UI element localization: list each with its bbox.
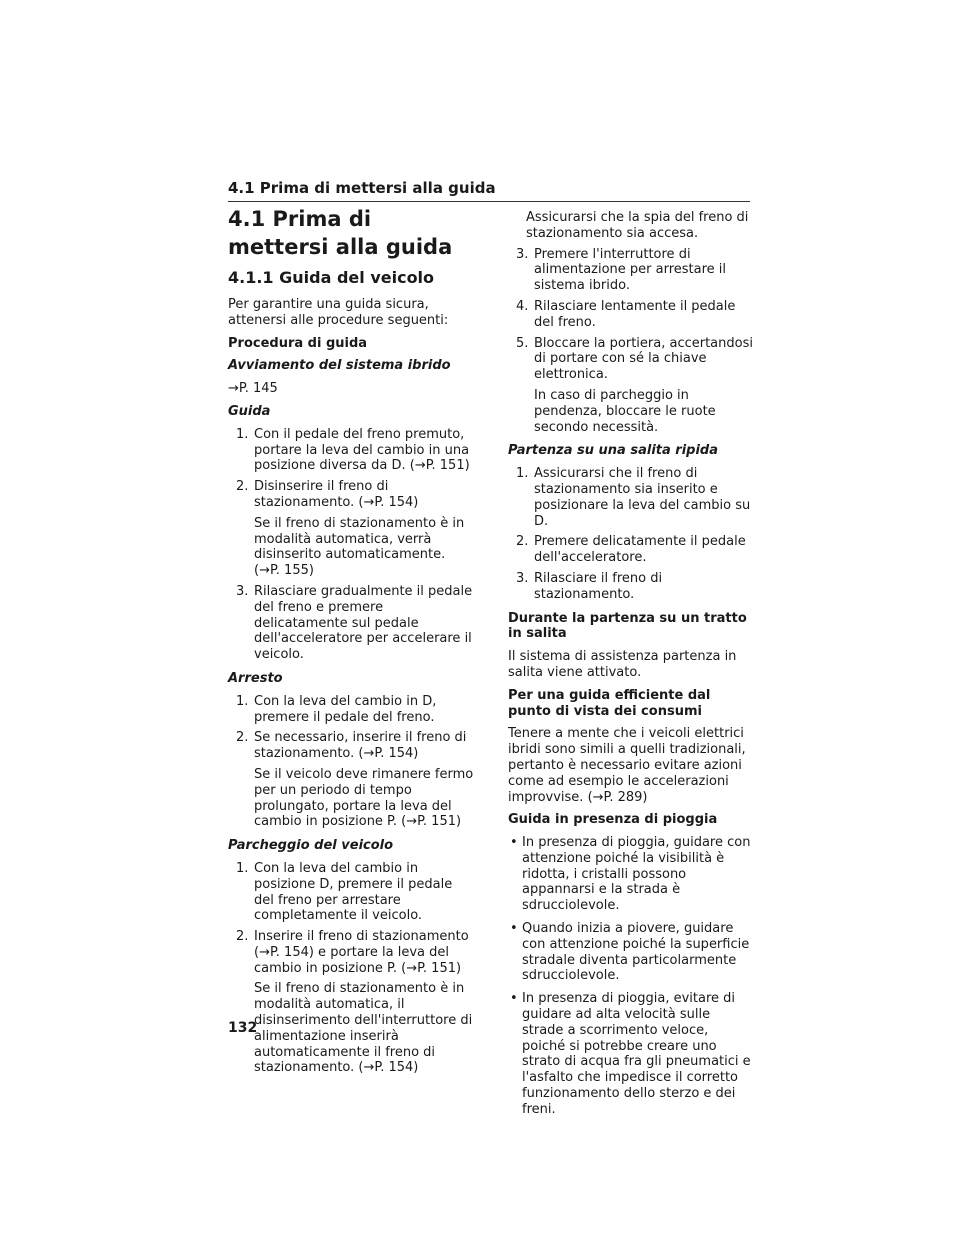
list-item — [236, 861, 475, 924]
item-text: Rilasciare il freno di stazionamento. — [534, 570, 663, 602]
item-number: 2. — [236, 479, 249, 495]
bullet-icon: • — [510, 991, 518, 1007]
bullet-icon: • — [510, 921, 518, 937]
item-note: Se il freno di stazionamento è in modalità automatica, verrà disinserito automaticamente. (→P. 155) — [254, 515, 465, 579]
list-item — [236, 694, 475, 726]
item-text: Se necessario, inserire il freno di stazionamento. (→P. 154) — [254, 730, 467, 762]
list-item — [516, 336, 755, 436]
intro-text: Per garantire una guida sicura, attenersi alle procedure seguenti: — [228, 297, 449, 328]
item-number: 1. — [516, 466, 529, 482]
item-number: 2. — [516, 534, 529, 550]
item-number: 3. — [516, 570, 529, 586]
right-column — [508, 210, 755, 1126]
parcheggio-list — [236, 861, 475, 1076]
item-text: Premere delicatamente il pedale dell'acceleratore. — [534, 534, 746, 566]
list-item — [516, 571, 755, 603]
page-number: 132 — [228, 1020, 258, 1036]
list-item — [508, 835, 755, 914]
item-number: 2. — [236, 730, 249, 746]
list-item — [236, 929, 475, 1076]
item-text: Quando inizia a piovere, guidare con attenzione poiché la superficie stradale diventa particolarmente sdrucciolevole. — [522, 921, 750, 984]
item-note: Se il freno di stazionamento è in modalità automatica, il disinserimento dell'interruttore di alimentazione inserirà automaticamente il freno di stazionamento. (→P. 154) — [254, 981, 473, 1076]
efficiente-heading: Per una guida efficiente dal punto di vista dei consumi — [508, 687, 711, 719]
pioggia-list — [508, 835, 755, 1118]
subsection-title: 4.1.1 Guida del veicolo — [228, 268, 435, 287]
list-item — [516, 466, 755, 529]
arresto-heading: Arresto — [228, 670, 283, 686]
item-text: Premere l'interruttore di alimentazione per arrestare il sistema ibrido. — [534, 246, 727, 294]
start-reference: →P. 145 — [228, 381, 278, 397]
start-heading: Avviamento del sistema ibrido — [228, 358, 451, 374]
list-item — [516, 247, 755, 294]
guida-list — [236, 427, 475, 663]
item-number: 1. — [236, 860, 249, 876]
item-text: Bloccare la portiera, accertandosi di portare con sé la chiave elettronica. — [534, 335, 753, 383]
procedure-heading: Procedura di guida — [228, 335, 368, 351]
salita-heading: Partenza su una salita ripida — [508, 443, 718, 459]
tratto-heading: Durante la partenza su un tratto in salita — [508, 610, 747, 642]
list-item — [516, 299, 755, 331]
list-item — [236, 479, 475, 579]
item-number: 3. — [236, 583, 249, 599]
item-number: 5. — [516, 335, 529, 351]
item-text: Con il pedale del freno premuto, portare la leva del cambio in una posizione diversa da D. (→P. 151) — [254, 426, 470, 474]
running-header: 4.1 Prima di mettersi alla guida — [228, 178, 750, 202]
tratto-text: Il sistema di assistenza partenza in salita viene attivato. — [508, 649, 737, 680]
list-item — [236, 730, 475, 830]
item-text: Con la leva del cambio in posizione D, premere il pedale del freno per arrestare completamente il veicolo. — [254, 860, 453, 924]
item-text: Rilasciare gradualmente il pedale del freno e premere delicatamente sul pedale dell'acceleratore per accelerare il veicolo. — [254, 583, 473, 663]
item-text: Rilasciare lentamente il pedale del freno. — [534, 298, 736, 330]
arresto-list — [236, 694, 475, 830]
item-text: In presenza di pioggia, guidare con attenzione poiché la visibilità è ridotta, i cristalli possono appannarsi e la strada è sdrucciolevole. — [522, 835, 751, 914]
list-item — [236, 427, 475, 474]
item-number: 4. — [516, 298, 529, 314]
item-number: 1. — [236, 693, 249, 709]
item-text: Assicurarsi che il freno di stazionamento sia inserito e posizionare la leva del cambio su D. — [534, 466, 751, 529]
item-note: In caso di parcheggio in pendenza, bloccare le ruote secondo necessità. — [534, 387, 716, 435]
parcheggio-heading: Parcheggio del veicolo — [228, 838, 394, 854]
list-item — [236, 584, 475, 663]
item-text: Inserire il freno di stazionamento (→P. 154) e portare la leva del cambio in posizione P. (→P. 151) — [254, 929, 469, 976]
continued-note: Assicurarsi che la spia del freno di stazionamento sia accesa. — [526, 210, 749, 241]
list-item — [508, 991, 755, 1117]
item-text: Disinserire il freno di stazionamento. (→P. 154) — [254, 479, 419, 510]
item-number: 1. — [236, 426, 249, 442]
list-item — [516, 534, 755, 566]
guida-heading: Guida — [228, 403, 271, 419]
salita-list — [516, 466, 755, 602]
parcheggio-list-continued — [516, 247, 755, 436]
item-note: Se il veicolo deve rimanere fermo per un periodo di tempo prolungato, portare la leva del cambio in posizione P. (→P. 151) — [254, 766, 474, 830]
item-number: 2. — [236, 929, 249, 945]
efficiente-text: Tenere a mente che i veicoli elettrici ibridi sono simili a quelli tradizionali, pertanto è necessario evitare azioni come ad esempio le accelerazioni improvvise. (→P. 289) — [508, 726, 746, 805]
item-text: In presenza di pioggia, evitare di guidare ad alta velocità sulle strade a scorrimento veloce, poiché si potrebbe creare uno strato di acqua fra gli pneumatici e l'asfalto che impedisce il corretto funzionamento dello sterzo e dei freni. — [522, 991, 751, 1117]
section-title: 4.1 Prima di mettersi alla guida — [228, 207, 453, 259]
item-number: 3. — [516, 246, 529, 262]
pioggia-heading: Guida in presenza di pioggia — [508, 812, 718, 828]
list-item — [508, 921, 755, 984]
left-column — [228, 205, 475, 1084]
item-text: Con la leva del cambio in D, premere il pedale del freno. — [254, 693, 437, 725]
bullet-icon: • — [510, 835, 518, 851]
